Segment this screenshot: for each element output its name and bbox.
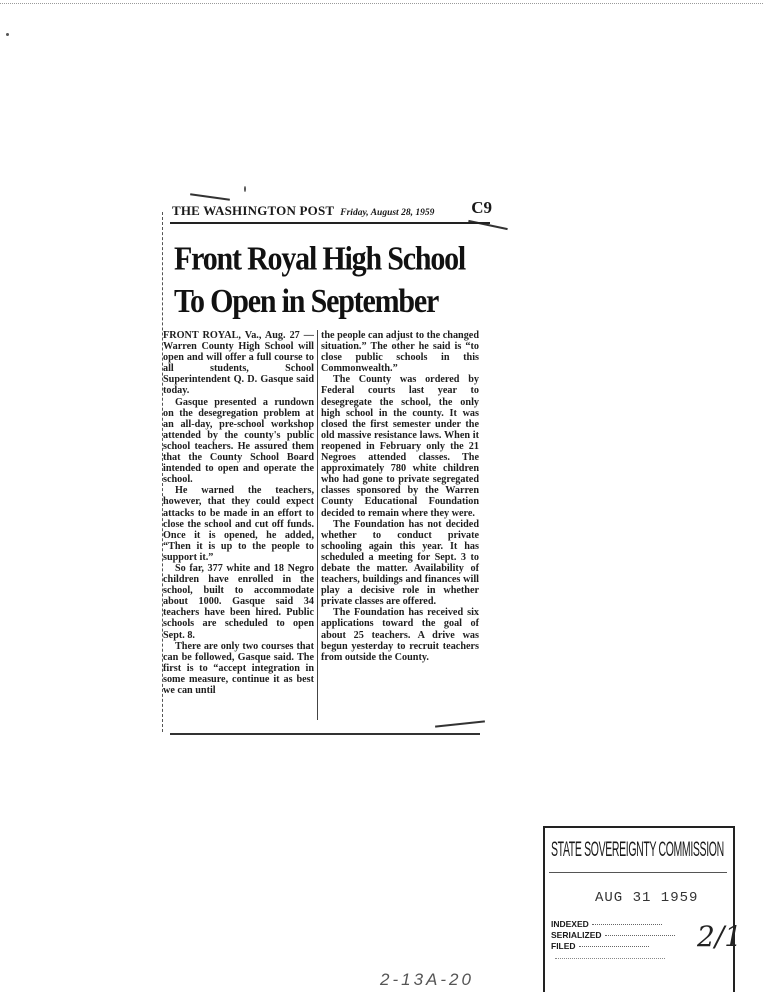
- article-paragraph: The Foundation has not decided whether to conduct private schooling again this year. It has scheduled a meeting for Sept. 3 to debate the matter. Availability of teachers, buildings and finances will play a decisive role in whether private classes are offered.: [321, 518, 479, 608]
- masthead: [172, 198, 492, 224]
- newspaper-name: THE WASHINGTON POST: [172, 203, 335, 218]
- stamp-field-serialized: [551, 930, 675, 941]
- stamp-divider: [549, 872, 727, 873]
- stamp-field-indexed: [551, 919, 675, 930]
- pen-mark: [190, 193, 230, 201]
- scan-speck: [6, 33, 9, 36]
- newspaper-clipping: [150, 192, 495, 742]
- clipping-bottom-rule: [170, 733, 480, 735]
- article-paragraph: So far, 377 white and 18 Negro children have enrolled in the school, built to accommodate about 1000. Gasque said 34 teachers have been hired. Public schools are scheduled to open Sept. 8.: [163, 562, 314, 641]
- stamp-field-label: SERIALIZED: [551, 930, 602, 940]
- file-number: 2-13A-20: [380, 970, 474, 989]
- article-paragraph: the people can adjust to the changed situation.” The other he said is “to close public schools in this Commonwealth.”: [321, 330, 479, 375]
- stamp-field-label: INDEXED: [551, 919, 589, 929]
- headline-line-1: Front Royal High School: [174, 240, 466, 278]
- stamp-smudge: [555, 958, 665, 959]
- commission-stamp: [543, 826, 743, 992]
- column-divider: [317, 330, 318, 720]
- stamp-fields: [551, 919, 675, 952]
- stamp-field-line: [605, 935, 675, 936]
- article-column-left: [163, 330, 314, 696]
- page-number: C9: [471, 198, 492, 217]
- stamp-field-label: FILED: [551, 941, 576, 951]
- headline: [174, 238, 492, 323]
- article-paragraph: He warned the teachers, however, that they could expect attacks to be made in an effort to close the school and cut off funds. Once it is opened, he added, “Then it is up to the people to support it.”: [163, 485, 314, 563]
- pen-mark: [435, 720, 485, 727]
- article-paragraph: FRONT ROYAL, Va., Aug. 27 — Warren County High School will open and will offer a full course to all students, School Superintendent Q. D. Gasque said today.: [163, 330, 314, 397]
- stamp-field-filed: [551, 941, 675, 952]
- stamp-field-line: [579, 946, 649, 947]
- handwritten-initials: 2/1: [697, 920, 743, 953]
- article-paragraph: The Foundation has received six applications toward the goal of about 25 teachers. A drive was begun yesterday to recruit teachers from outside the County.: [321, 607, 479, 663]
- headline-line-2: To Open in September: [174, 282, 439, 320]
- stamp-date: AUG 31 1959: [595, 890, 699, 906]
- article-column-right: [321, 330, 479, 663]
- masthead-rule: [170, 222, 490, 224]
- stamp-title: STATE SOVEREIGNTY COMMISSION: [551, 838, 724, 862]
- stamp-field-line: [592, 924, 662, 925]
- article-paragraph: Gasque presented a rundown on the desegregation problem at an all-day, pre-school workshop attended by the county's public school teachers. He assured them that the County School Board intended to open and operate the school.: [163, 396, 314, 486]
- article-paragraph: The County was ordered by Federal courts last year to desegregate the school, the only high school in the county. It was closed the first semester under the old massive resistance laws. When it reopened in February only the 21 Negroes attended classes. The approximately 780 white children who had gone to private segregated classes sponsored by the Warren County Educational Foundation decided to remain where they were.: [321, 374, 479, 519]
- article-paragraph: There are only two courses that can be followed, Gasque said. The first is to “accept integration in some measure, continue it as best we can until: [163, 640, 314, 696]
- publication-date: Friday, August 28, 1959: [340, 208, 435, 218]
- page-top-perforation: [0, 3, 763, 4]
